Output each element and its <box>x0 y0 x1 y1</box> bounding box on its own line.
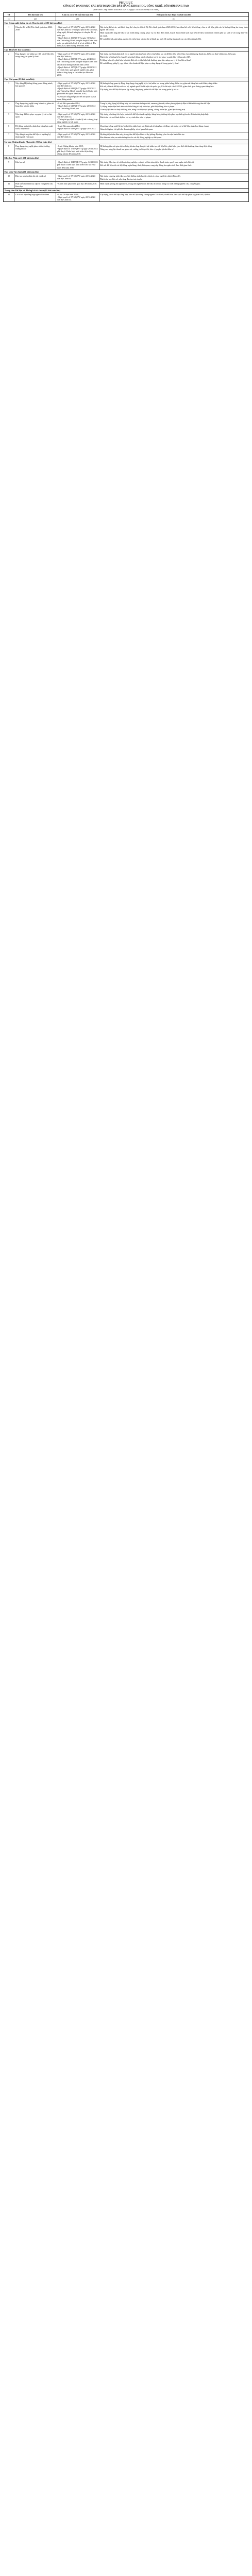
table-row <box>4 193 249 202</box>
column-header-tt: TT <box>4 13 14 17</box>
problem-basis: - Nghị quyết số 57-NQ/TW ngày 22/12/2024 của Bộ Chính trị; - Quyết định số 628/QĐ-TTg ngày 20/5/2022 của Thủ tướng Chính phủ phê duyệt Chiến lược phát triển Hải quan đến năm 2030; - Kế hoạch tổng thể phát triển hải quan số, hải quan thông minh. <box>56 81 99 101</box>
result-paragraph: Giảm thời gian, chi phí cho doanh nghiệp và cơ quan hải quan. <box>100 128 154 131</box>
problem-basis: - Nghị quyết số 57-NQ/TW ngày 22/12/2024 của Bộ Chính trị. <box>56 174 99 181</box>
problem-name: Nền tảng dữ liệu phục vụ quản lý rủi ro hải quan <box>14 112 56 124</box>
result-paragraph: Xây dựng cơ sở dữ liệu tổng hợp, kho dữ liệu dùng chung ngành Tài chính; chuẩn hóa, làm sạch dữ liệu phục vụ phân tích, dự báo. <box>100 193 211 196</box>
section-row <box>4 189 249 193</box>
problem-result <box>99 181 248 188</box>
section-row <box>4 140 249 144</box>
result-paragraph: Nâng cao năng lực thanh tra, giám sát, cưỡng chế thực thi; bảo vệ quyền lợi nhà đầu tư. <box>100 147 174 150</box>
problem-name: Xây dựng Hệ thống thông quan thông minh, hải quan số <box>14 81 56 101</box>
result-paragraph: Xây dựng nền tảng tích hợp, phân tích dữ liệu doanh nghiệp, hàng hóa, phương tiện phục vụ đánh giá mức độ tuân thủ pháp luật. <box>100 113 209 115</box>
table-row <box>4 144 249 156</box>
row-number: 7 <box>4 132 14 140</box>
row-number: 4 <box>4 101 14 112</box>
document-title: PHỤ LỤC <box>119 2 133 5</box>
row-number: 10 <box>4 174 14 181</box>
table-header-row <box>4 13 249 17</box>
result-paragraph: Hình thành nền tảng dữ liệu số tài chính dùng chung, phục vụ chỉ đạo, điều hành, hoạch định chính sách dựa trên dữ liệu; hoàn thiện Chính phủ số, kinh tế số trong lĩnh vực tài chính. <box>100 31 248 37</box>
table-row <box>4 25 249 48</box>
problem-name: Ứng dụng công nghệ trong kiểm tra, giám sát hàng hóa tại cửa khẩu <box>14 101 56 112</box>
result-paragraph: Phát triển các mô hình dự báo rủi ro, cảnh báo sớm vi phạm. <box>100 116 152 119</box>
table-row <box>4 132 249 140</box>
result-paragraph: Phát triển hệ thống hỗ trợ người nộp thuế thông minh (chatbot, trợ lý ảo) phục vụ giải đáp vướng mắc 24/7. <box>100 56 191 59</box>
result-paragraph: Giảm tỷ lệ kiểm tra thực tế hàng hóa, nâng cao hiệu quả phòng, chống buôn lậu, gian lận thương mại. <box>100 108 186 111</box>
section-title: Cục Hải quan (05 bài toán lớn) <box>4 77 249 81</box>
section-title: Trung tâm Dữ liệu và Thống kê tài chính (01 bài toán lớn) <box>4 189 249 193</box>
column-index: (1) <box>4 17 14 21</box>
result-paragraph: Đề xuất lộ trình, giải pháp, nguồn lực triển khai và các chỉ số đánh giá mức độ trưởng thành số của các đơn vị thuộc Bộ. <box>100 37 201 40</box>
result-paragraph: Xây dựng mô hình phân tích rủi ro người nộp thuế dựa trên trí tuệ nhân tạo và dữ liệu lớn, hỗ trợ lựa chọn đối tượng thanh tra, kiểm tra thuế chính xác, hiệu quả. <box>100 53 236 56</box>
result-paragraph: Trang bị, ứng dụng hệ thống máy soi container thông minh, camera giám sát, niêm phong định vị điện tử kết nối trung tâm dữ liệu. <box>100 101 211 105</box>
problem-basis: - Luật Chứng khoán năm 2019; - Quyết định số 1726/QĐ-TTg ngày 29/12/2023 phê duyệt Chiến lược phát triển thị trường chứng khoán đến năm 2030. <box>56 144 99 156</box>
column-header-basis: Căn cứ, cơ sở đề xuất bài toán lớn <box>56 13 99 17</box>
result-paragraph: Kết nối, chia sẻ dữ liệu với các bộ, ngành qua Cơ chế một cửa quốc gia, Cơ chế một cửa ASEAN; giảm thời gian thông quan hàng hóa. <box>100 85 214 88</box>
section-title: Ủy ban Chứng khoán Nhà nước (01 bài toán lớn) <box>4 140 249 144</box>
problem-basis: - Nghị quyết số 57-NQ/TW ngày 22/12/2024 của Bộ Chính trị; - Thông tư quy định về quản lý rủi ro trong hoạt động nghiệp vụ hải quan. <box>56 112 99 124</box>
problem-result <box>99 160 248 170</box>
problem-basis: - Luật Hải quan năm 2014; - Quyết định số 628/QĐ-TTg ngày 20/5/2022 của Thủ tướng Chính phủ. <box>56 101 99 112</box>
table-row <box>4 160 249 170</box>
problem-result <box>99 132 248 140</box>
table-row <box>4 81 249 101</box>
table-row <box>4 52 249 77</box>
problem-name: Xây dựng trung tâm dữ liệu và hạ tầng kỹ thuật ngành Hải quan <box>14 132 56 140</box>
problem-name: Cơ sở dữ liệu tổng hợp ngành Tài chính <box>14 193 56 202</box>
section-row <box>4 156 249 160</box>
document-header <box>3 2 249 11</box>
result-paragraph: Hệ thống thông quan tự động, ứng dụng công nghệ số, trí tuệ nhân tạo trong phân luồng, kiểm tra, giám sát hàng hóa xuất khẩu, nhập khẩu. <box>100 82 218 85</box>
problem-name: Hệ thống phân tích, phân loại hàng hóa xuất khẩu, nhập khẩu <box>14 124 56 132</box>
column-index: (2) <box>14 17 56 21</box>
row-number: 9 <box>4 160 14 170</box>
result-paragraph: Xây dựng kho dữ liệu hải quan tập trung, ứng dụng phân tích dữ liệu lớn trong quản lý rủi ro. <box>100 88 179 91</box>
result-paragraph: Tự động nhận diện hình ảnh soi chiếu bằng trí tuệ nhân tạo, phát hiện hàng hóa vi phạm. <box>100 105 175 108</box>
problem-basis: - Nghị quyết số 57-NQ/TW ngày 22/12/2024 của Bộ Chính trị về đột phá phát triển khoa học, công nghệ, đổi mới sáng tạo và chuyển đổi số quốc gia; - Quyết định số 411/QĐ-TTg ngày 31/3/2022 của Thủ tướng Chính phủ phê duyệt Chiến lược quốc gia phát triển kinh tế số và xã hội số đến năm 2025, định hướng đến năm 2030. <box>56 25 99 48</box>
problem-basis: - Luật Dữ liệu năm 2024; - Nghị quyết số 57-NQ/TW ngày 22/12/2024 của Bộ Chính trị. <box>56 193 99 202</box>
column-index: (3) <box>56 17 99 21</box>
problem-name: Đào tạo nguồn nhân lực tài chính số <box>14 174 56 181</box>
problem-name: Chuyển đổi số Bộ Tài chính giai đoạn 2026-2030 <box>14 25 56 48</box>
problem-result <box>99 101 248 112</box>
table-row <box>4 174 249 181</box>
result-paragraph: Hạ tầng điện toán đám mây, trung tâm dữ liệu chính và dự phòng đáp ứng yêu cầu vận hành liên tục. <box>100 132 185 135</box>
result-paragraph: Ứng dụng công nghệ hỗ trợ phân tích, phân loại, xác định mã số hàng hóa tự động; xây dựng cơ sở dữ liệu phân loại dùng chung. <box>100 125 209 128</box>
result-paragraph: Xây dựng kiến trúc, mô hình tổng thể chuyển đổi số Bộ Tài chính giai đoạn 2026-2030, bảo đảm kết nối, liên thông, chia sẻ dữ liệu giữa các hệ thống thông tin trong toàn ngành Tài chính. <box>100 26 248 31</box>
table-row <box>4 124 249 132</box>
problem-result <box>99 81 248 101</box>
problem-result <box>99 52 248 77</box>
section-row <box>4 21 249 25</box>
problem-result <box>99 112 248 124</box>
result-paragraph: Hình thành phòng thí nghiệm số, trung tâm nghiên cứu dữ liệu tài chính; nâng cao chất lượng nghiên cứu, chuyển giao. <box>100 182 201 185</box>
problem-basis: - Luật Hải quan năm 2014; - Quyết định số 628/QĐ-TTg ngày 20/5/2022. <box>56 124 99 132</box>
row-number: 6 <box>4 124 14 132</box>
column-header-name: Tên bài toán lớn <box>14 13 56 17</box>
problem-result <box>99 144 248 156</box>
row-number: 12 <box>4 193 14 202</box>
problem-name: Ứng dụng trí tuệ nhân tạo (AI) và dữ liệu lớn trong công tác quản lý thuế <box>14 52 56 77</box>
problem-result <box>99 193 248 202</box>
section-title: Cục Thuế (01 bài toán lớn) <box>4 48 249 52</box>
table-row <box>4 101 249 112</box>
table-row <box>4 181 249 188</box>
problem-result <box>99 25 248 48</box>
result-paragraph: Tự động hóa việc phát hiện hóa đơn điện tử có dấu hiệu bất thường, gian lận; nâng cao tỷ lệ thu hồi nợ thuế. <box>100 59 192 62</box>
problem-name: Phát triển mô hình học tập số và nghiên cứu khoa học <box>14 181 56 188</box>
column-header-result: Kết quả cần đạt được của bài toán lớn <box>99 13 248 17</box>
result-paragraph: Hệ thống giám sát giao dịch chứng khoán ứng dụng trí tuệ nhân tạo, dữ liệu lớn, phát hiện giao dịch bất thường, thao túng thị trường. <box>100 144 213 147</box>
result-paragraph: Phát triển học liệu số, nền tảng đào tạo trực tuyến. <box>100 177 143 180</box>
result-paragraph: Đề xuất khung pháp lý, quy trình, tiêu chuẩn dữ liệu phục vụ ứng dụng AI trong quản lý thuế. <box>100 62 179 65</box>
problem-result <box>99 124 248 132</box>
section-row <box>4 170 249 174</box>
table-index-row <box>4 17 249 21</box>
row-number: 3 <box>4 81 14 101</box>
row-number: 1 <box>4 25 14 48</box>
result-paragraph: Xây dựng chương trình đào tạo, bồi dưỡng nhân lực tài chính số, công nghệ tài chính (Fintech). <box>100 174 181 177</box>
row-number: 5 <box>4 112 14 124</box>
document-subtitle: CỔNG BỐ DANH MỤC CÁC BÁI TOÁN CẦN ĐẶT HÀNG KHOA HỌC, CÔNG NGHỆ, ĐỔI MỚI SÁNG TẠO <box>63 5 189 8</box>
result-paragraph: Xây dựng Kho bạc số với hoạt động nghiệp vụ được số hóa toàn diện; thanh toán, quyết toán ngân sách điện tử. <box>100 161 194 164</box>
row-number: 2 <box>4 52 14 77</box>
result-paragraph: Bảo đảm an toàn, an ninh thông tin cho các hệ thống nghiệp vụ hải quan. <box>100 135 162 139</box>
table-row <box>4 112 249 124</box>
document-note: (Kèm theo Công văn số 4345/BTC-KHTC ngày 13/4/2025 của Bộ Tài chính) <box>93 8 159 11</box>
result-paragraph: Kết nối dữ liệu với các hệ thống ngân hàng, thuế, hải quan; cung cấp thông tin ngân sách theo thời gian thực. <box>100 164 192 167</box>
appendix-table <box>3 12 249 202</box>
section-row <box>4 48 249 52</box>
section-title: Kho bạc Nhà nước (01 bài toán lớn) <box>4 156 249 160</box>
problem-basis: - Nghị quyết số 57-NQ/TW ngày 22/12/2024 của Bộ Chính trị; - Quyết định số 508/QĐ-TTg ngày 23/4/2022 của Thủ tướng Chính phủ phê duyệt Chiến lược cải cách hệ thống thuế đến năm 2030; - Quyết định số 127/QĐ-TTg ngày 26/01/2021 về Chiến lược quốc gia về nghiên cứu, phát triển và ứng dụng trí tuệ nhân tạo đến năm 2030. <box>56 52 99 77</box>
problem-basis: - Nghị quyết số 57-NQ/TW ngày 22/12/2024 của Bộ Chính trị. <box>56 132 99 140</box>
column-index: (4) <box>99 17 248 21</box>
row-number: 11 <box>4 181 14 188</box>
table-body <box>4 21 249 202</box>
section-title: Cục Công nghệ thông tin và Chuyển đổi số (01 bài toán lớn) <box>4 21 249 25</box>
section-title: Học viện Tài chính (01 bài toán lớn) <box>4 170 249 174</box>
problem-result <box>99 174 248 181</box>
problem-basis: - Chiến lược phát triển giáo dục đến năm 2030. <box>56 181 99 188</box>
problem-name: Ứng dụng công nghệ giám sát thị trường chứng khoán <box>14 144 56 156</box>
problem-name: Kho bạc số <box>14 160 56 170</box>
row-number: 8 <box>4 144 14 156</box>
section-row <box>4 77 249 81</box>
problem-basis: - Quyết định số 1545/QĐ-TTg ngày 14/12/2023 phê duyệt Chiến lược phát triển Kho bạc Nhà nước đến năm 2030. <box>56 160 99 170</box>
